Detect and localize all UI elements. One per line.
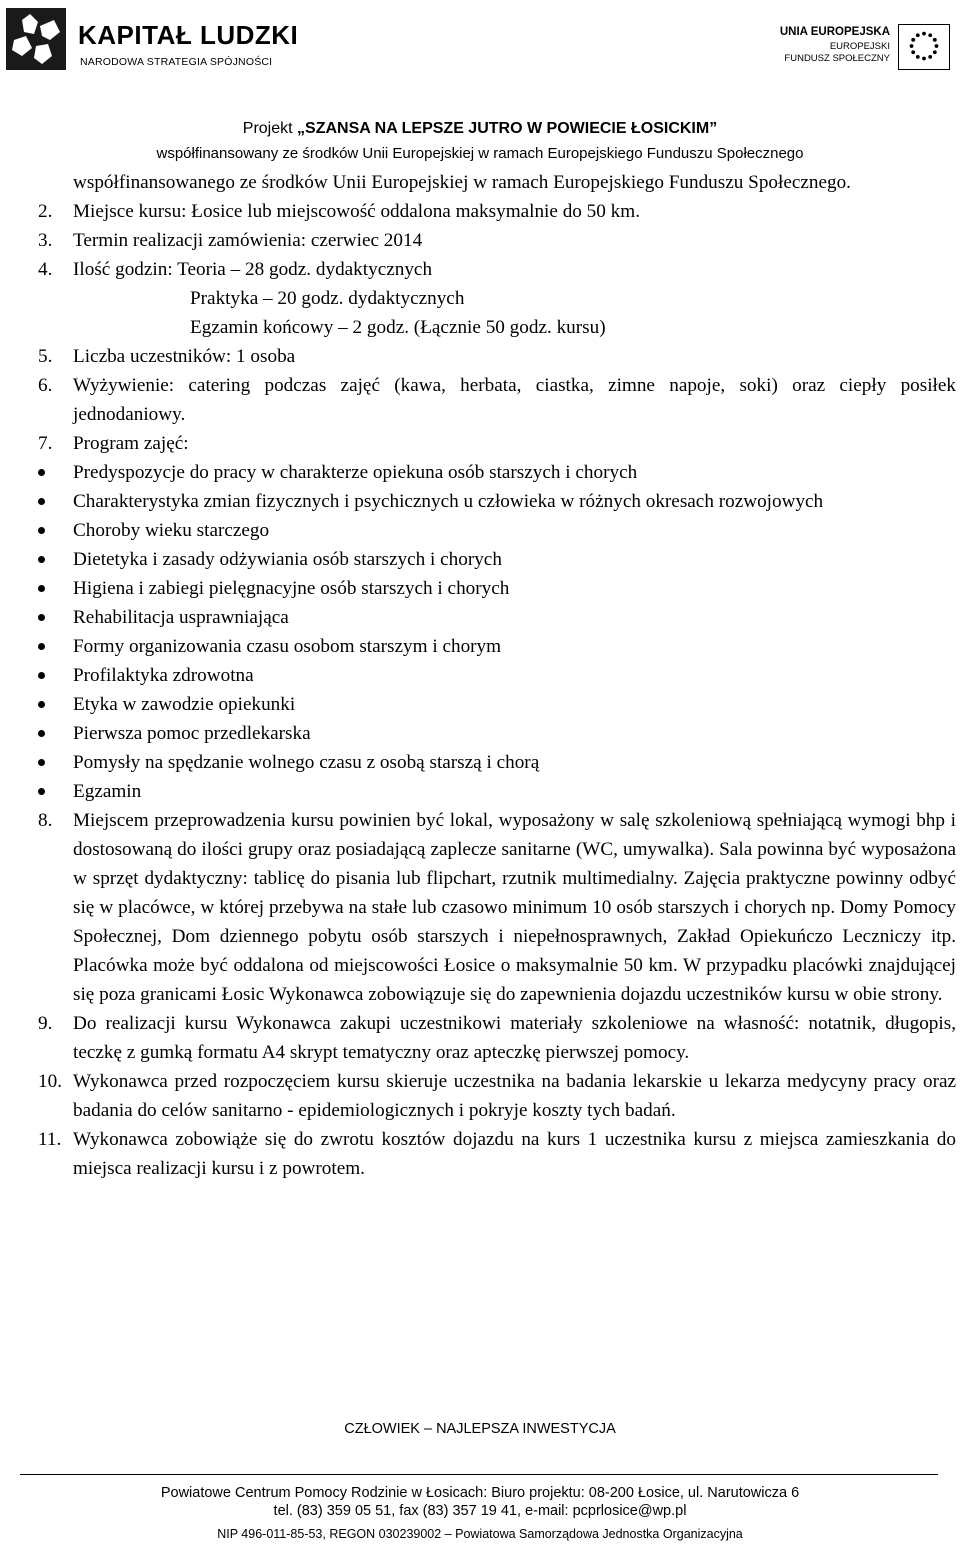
list-item [38,1067,956,1125]
project-name: „SZANSA NA LEPSZE JUTRO W POWIECIE ŁOSICKIM” [297,120,718,137]
bullet-icon [38,545,73,574]
project-cofinance-note: współfinansowany ze środków Unii Europejskiej w ramach Europejskiego Funduszu Społecznego [156,145,804,162]
item-number: 5. [38,346,53,367]
item-text: Program zajęć: [73,433,189,454]
item-text: Wykonawca przed rozpoczęciem kursu skieruje uczestnika na badania lekarskie u lekarza medycyny pracy oraz badania do celów sanitarno - epidemiologicznych i pokryje koszty tych badań. [73,1071,956,1121]
hours-practice: Praktyka – 20 godz. dydaktycznych [190,288,465,309]
item-number: 7. [38,433,53,454]
item-text: Do realizacji kursu Wykonawca zakupi uczestnikowi materiały szkoleniowe na własność: notatnik, długopis, teczkę z gumką formatu A4 skrypt tematyczny oraz apteczkę pierwszej pomocy. [73,1013,956,1063]
list-item [38,371,956,429]
bullet-icon [38,777,73,806]
item-text: Termin realizacji zamówienia: czerwiec 2014 [73,230,423,251]
intro-text: współfinansowanego ze środków Unii Europejskiej w ramach Europejskiego Funduszu Społecznego. [73,172,851,193]
logo-subtitle: NARODOWA STRATEGIA SPÓJNOŚCI [80,56,273,68]
bullet-icon [38,690,73,719]
program-item: Egzamin [38,777,956,806]
item-text: Wyżywienie: catering podczas zajęć (kawa, herbata, ciastka, zimne napoje, soki) oraz ciepły posiłek jednodaniowy. [73,375,956,425]
item-number: 3. [38,230,53,251]
eu-logo [772,20,956,76]
program-item: Pierwsza pomoc przedlekarska [38,719,956,748]
item-number: 8. [38,810,53,831]
list-item [38,226,956,255]
program-item: Dietetyka i zasady odżywiania osób starszych i chorych [38,545,956,574]
program-item: Choroby wieku starczego [38,516,956,545]
item-number: 9. [38,1013,53,1034]
item-text: Liczba uczestników: 1 osoba [73,346,296,367]
program-item: Formy organizowania czasu osobom starszym i chorym [38,632,956,661]
document-body [38,168,956,1183]
page-header [0,0,960,162]
hours-exam: Egzamin końcowy – 2 godz. (Łącznie 50 godz. kursu) [190,317,606,338]
program-item: Predyspozycje do pracy w charakterze opiekuna osób starszych i chorych [38,458,956,487]
item-text: Miejsce kursu: Łosice lub miejscowość oddalona maksymalnie do 50 km. [73,201,640,222]
program-item: Pomysły na spędzanie wolnego czasu z osobą starszą i chorą [38,748,956,777]
eu-logo-line3: FUNDUSZ SPOŁECZNY [784,53,890,64]
bullet-icon [38,661,73,690]
bullet-icon [38,632,73,661]
item-number: 4. [38,259,53,280]
footer-divider [20,1474,938,1475]
kapital-ludzki-emblem-icon [4,6,68,72]
bullet-icon [38,516,73,545]
eu-logo-line2: EUROPEJSKI [829,41,890,52]
item-text: Miejscem przeprowadzenia kursu powinien być lokal, wyposażony w salę szkoleniową spełniającą wymogi bhp i dostosowaną do ilości grupy oraz posiadającą zaplecze sanitarne (WC, umywalka). Sala powinna być wyposażona w sprzęt dydaktyczny: tablicę do pisania lub flipchart, rzutnik multimedialny. Zajęcia praktyczne powinny odbyć się w placówce, w której przebywa na stałe lub czasowo minimum 10 osób starszych i chorych np. Domy Pomocy Społecznej, Dom dziennego pobytu osób starszych i niepełnosprawnych, Zakład Opiekuńczo Leczniczy itp. Placówka może być oddalona od miejscowości Łosice o maksymalnie 50 km. W przypadku placówki znajdującej się poza granicami Łosic Wykonawca zobowiązuje się do zapewnienia dojazdu uczestników kursu w obie strony. [73,810,956,1005]
program-item: Profilaktyka zdrowotna [38,661,956,690]
item-number: 10. [38,1071,62,1092]
list-item [38,255,956,284]
list-item [38,1009,956,1067]
item-number: 11. [38,1129,62,1150]
item-text: Ilość godzin: Teoria – 28 godz. dydaktycznych [73,259,433,280]
program-item: Charakterystyka zmian fizycznych i psychicznych u człowieka w różnych okresach rozwojowych [38,487,956,516]
program-item: Rehabilitacja usprawniająca [38,603,956,632]
program-item: Higiena i zabiegi pielęgnacyjne osób starszych i chorych [38,574,956,603]
bullet-icon [38,603,73,632]
footer-registry: NIP 496-011-85-53, REGON 030239002 – Powiatowa Samorządowa Jednostka Organizacyjna [217,1527,743,1541]
list-item [38,429,956,458]
program-item: Etyka w zawodzie opiekunki [38,690,956,719]
list-item [38,806,956,1009]
item-text: Wykonawca zobowiąże się do zwrotu kosztów dojazdu na kurs 1 uczestnika kursu z miejsca zamieszkania do miejsca realizacji kursu i z powrotem. [73,1129,956,1179]
project-prefix: Projekt [242,120,298,137]
item-number: 6. [38,375,53,396]
bullet-icon [38,748,73,777]
list-item [38,197,956,226]
kapital-ludzki-logo [4,6,299,76]
footer-address: Powiatowe Centrum Pomocy Rodzinie w Łosicach: Biuro projektu: 08-200 Łosice, ul. Narutowicza 6 [160,1485,800,1501]
list-item [38,342,956,371]
eu-flag-icon [898,24,950,70]
footer-contact: tel. (83) 359 05 51, fax (83) 357 19 41, e-mail: pcprlosice@wp.pl [273,1503,687,1519]
bullet-icon [38,458,73,487]
eu-logo-title: UNIA EUROPEJSKA [779,26,890,38]
item-number: 2. [38,201,53,222]
footer-slogan: CZŁOWIEK – NAJLEPSZA INWESTYCJA [344,1421,616,1437]
logo-title: KAPITAŁ LUDZKI [78,20,299,50]
bullet-icon [38,574,73,603]
bullet-icon [38,719,73,748]
project-title [0,120,960,138]
bullet-icon [38,487,73,516]
list-item [38,1125,956,1183]
